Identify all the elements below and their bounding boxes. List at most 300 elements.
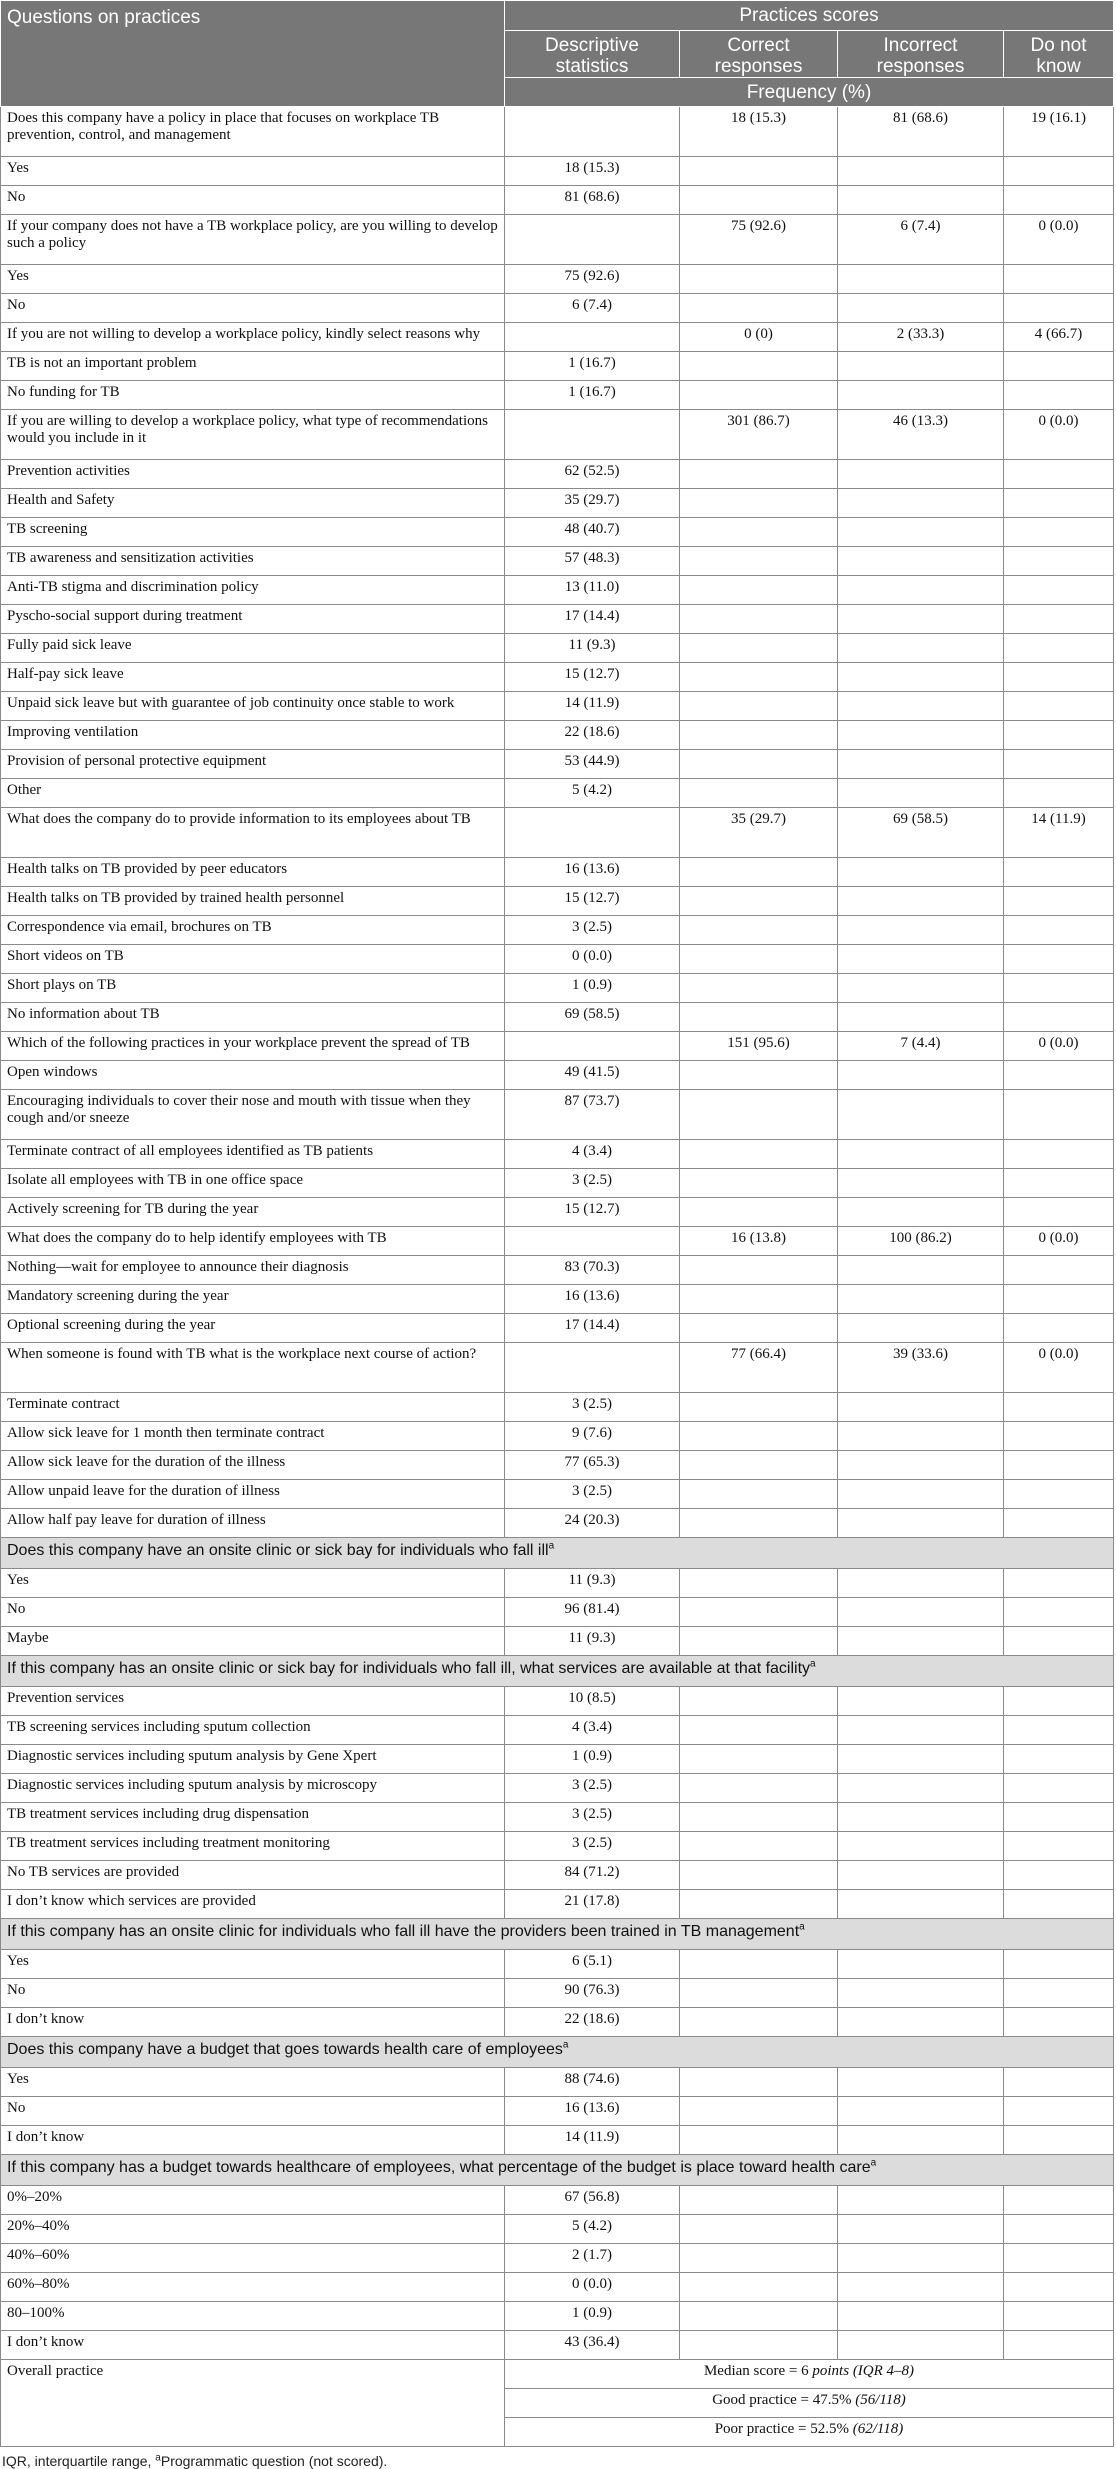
dont-know-value [1004,2273,1114,2302]
descriptive-value: 11 (9.3) [505,1569,680,1598]
descriptive-value: 14 (11.9) [505,2126,680,2155]
answer-row [1,518,1114,547]
descriptive-value: 48 (40.7) [505,518,680,547]
dont-know-value [1004,916,1114,945]
incorrect-responses-header: Incorrect responses [838,31,1004,78]
dont-know-value [1004,2331,1114,2360]
descriptive-value [505,323,680,352]
question-row [1,1227,1114,1256]
dont-know-value [1004,721,1114,750]
answer-label: I don’t know which services are provided [1,1890,505,1919]
dont-know-value: 4 (66.7) [1004,323,1114,352]
answer-label: I don’t know [1,2331,505,2360]
answer-row [1,1745,1114,1774]
incorrect-value [838,2302,1004,2331]
dont-know-value [1004,663,1114,692]
answer-label: Diagnostic services including sputum analysis by microscopy [1,1774,505,1803]
descriptive-value [505,1032,680,1061]
answer-row [1,750,1114,779]
incorrect-value [838,1061,1004,1090]
answer-row [1,576,1114,605]
answer-row [1,1950,1114,1979]
descriptive-value: 3 (2.5) [505,1774,680,1803]
programmatic-marker: a [810,1658,816,1670]
dont-know-value [1004,2215,1114,2244]
correct-value [680,974,838,1003]
answer-label: Terminate contract [1,1393,505,1422]
questions-column-header: Questions on practices [1,1,505,107]
answer-row [1,945,1114,974]
incorrect-value [838,1198,1004,1227]
poor-practice-detail: (62/118) [852,2421,904,2437]
incorrect-value [838,2186,1004,2215]
descriptive-value [505,215,680,265]
answer-row [1,381,1114,410]
section-question [1,1919,1114,1950]
dont-know-value [1004,1480,1114,1509]
programmatic-marker: a [562,2039,569,2051]
incorrect-value [838,576,1004,605]
incorrect-value [838,887,1004,916]
answer-row [1,1803,1114,1832]
median-score-text: Median score = 6 [703,2363,809,2379]
answer-row [1,1090,1114,1140]
descriptive-value: 1 (0.9) [505,974,680,1003]
answer-label: Allow half pay leave for duration of illness [1,1509,505,1538]
answer-row [1,1169,1114,1198]
answer-label: I don’t know [1,2008,505,2037]
answer-label: Yes [1,157,505,186]
dont-know-value [1004,1451,1114,1480]
answer-row [1,2097,1114,2126]
answer-label: No information about TB [1,1003,505,1032]
dont-know-value [1004,1140,1114,1169]
dont-know-value [1004,1314,1114,1343]
incorrect-value [838,1285,1004,1314]
answer-row [1,489,1114,518]
dont-know-value [1004,1003,1114,1032]
correct-value [680,2068,838,2097]
descriptive-value [505,107,680,157]
correct-value: 18 (15.3) [680,107,838,157]
descriptive-value: 0 (0.0) [505,2273,680,2302]
correct-value [680,1140,838,1169]
answer-label: No [1,186,505,215]
correct-value [680,887,838,916]
correct-value [680,489,838,518]
answer-row [1,2068,1114,2097]
correct-value [680,1716,838,1745]
incorrect-value [838,1861,1004,1890]
good-practice-detail: (56/118) [855,2392,906,2408]
correct-value [680,1061,838,1090]
dont-know-value [1004,352,1114,381]
descriptive-value: 14 (11.9) [505,692,680,721]
footnote-marker: a [155,2452,161,2464]
answer-label: Fully paid sick leave [1,634,505,663]
answer-row [1,1890,1114,1919]
incorrect-value [838,1422,1004,1451]
descriptive-value: 75 (92.6) [505,265,680,294]
descriptive-value: 17 (14.4) [505,605,680,634]
descriptive-value: 13 (11.0) [505,576,680,605]
answer-label: Pyscho-social support during treatment [1,605,505,634]
incorrect-value [838,186,1004,215]
correct-value [680,1890,838,1919]
answer-label: TB treatment services including treatment monitoring [1,1832,505,1861]
correct-value [680,294,838,323]
dont-know-value [1004,265,1114,294]
descriptive-value: 77 (65.3) [505,1451,680,1480]
section-question-text: If this company has an onsite clinic for individuals who fall ill have the providers been trained in TB management [7,1923,800,1940]
incorrect-value [838,381,1004,410]
answer-row [1,186,1114,215]
descriptive-value: 96 (81.4) [505,1598,680,1627]
descriptive-value: 15 (12.7) [505,1198,680,1227]
descriptive-value: 81 (68.6) [505,186,680,215]
incorrect-value [838,1716,1004,1745]
descriptive-value: 16 (13.6) [505,2097,680,2126]
programmatic-marker: a [799,1921,805,1933]
frequency-header: Frequency (%) [505,78,1114,107]
incorrect-value [838,1627,1004,1656]
answer-row [1,1198,1114,1227]
correct-value: 77 (66.4) [680,1343,838,1393]
descriptive-value: 84 (71.2) [505,1861,680,1890]
programmatic-marker: a [548,1540,555,1552]
answer-label: TB awareness and sensitization activities [1,547,505,576]
question-label: If your company does not have a TB workplace policy, are you willing to develop such a policy [1,215,505,265]
answer-label: Health and Safety [1,489,505,518]
do-not-know-header: Do not know [1004,31,1114,78]
correct-value [680,547,838,576]
correct-value [680,1774,838,1803]
answer-row [1,2273,1114,2302]
question-label: What does the company do to help identify employees with TB [1,1227,505,1256]
descriptive-value: 88 (74.6) [505,2068,680,2097]
descriptive-value: 67 (56.8) [505,2186,680,2215]
incorrect-value [838,2008,1004,2037]
answer-label: No [1,1598,505,1627]
correct-value [680,2244,838,2273]
answer-label: Correspondence via email, brochures on TB [1,916,505,945]
dont-know-value [1004,2008,1114,2037]
dont-know-value [1004,1598,1114,1627]
answer-label: Other [1,779,505,808]
incorrect-value: 81 (68.6) [838,107,1004,157]
answer-row [1,2126,1114,2155]
question-label: Which of the following practices in your workplace prevent the spread of TB [1,1032,505,1061]
incorrect-value [838,2097,1004,2126]
descriptive-value: 3 (2.5) [505,1393,680,1422]
correct-value [680,2097,838,2126]
answer-label: Nothing—wait for employee to announce their diagnosis [1,1256,505,1285]
correct-value [680,157,838,186]
answer-label: TB screening [1,518,505,547]
descriptive-statistics-header: Descriptive statistics [505,31,680,78]
dont-know-value [1004,186,1114,215]
table-footnote [0,2453,1116,2469]
correct-value [680,2302,838,2331]
dont-know-value [1004,381,1114,410]
question-label: When someone is found with TB what is the workplace next course of action? [1,1343,505,1393]
answer-label: TB treatment services including drug dispensation [1,1803,505,1832]
answer-label: No [1,294,505,323]
question-label: If you are willing to develop a workplace policy, what type of recommendations would you include in it [1,410,505,460]
incorrect-value [838,1509,1004,1538]
incorrect-value [838,352,1004,381]
answer-row [1,916,1114,945]
answer-row [1,1716,1114,1745]
dont-know-value [1004,605,1114,634]
descriptive-value: 1 (16.7) [505,352,680,381]
incorrect-value [838,2126,1004,2155]
section-header-row [1,2037,1114,2068]
poor-practice-text: Poor practice = 52.5% [714,2421,853,2437]
incorrect-value [838,547,1004,576]
answer-label: Prevention activities [1,460,505,489]
correct-value [680,1314,838,1343]
good-practice-text: Good practice = 47.5% [712,2392,856,2408]
dont-know-value [1004,1861,1114,1890]
correct-value [680,518,838,547]
correct-value [680,1256,838,1285]
incorrect-value [838,634,1004,663]
descriptive-value: 0 (0.0) [505,945,680,974]
incorrect-value [838,1745,1004,1774]
section-question [1,2155,1114,2186]
answer-row [1,1393,1114,1422]
descriptive-value: 4 (3.4) [505,1716,680,1745]
overall-row [1,2360,1114,2389]
answer-label: Terminate contract of all employees identified as TB patients [1,1140,505,1169]
answer-row [1,1569,1114,1598]
dont-know-value: 0 (0.0) [1004,410,1114,460]
incorrect-value [838,1832,1004,1861]
question-label: What does the company do to provide information to its employees about TB [1,808,505,858]
correct-value [680,460,838,489]
incorrect-value [838,1140,1004,1169]
dont-know-value [1004,945,1114,974]
overall-practice-label: Overall practice [1,2360,505,2447]
answer-label: I don’t know [1,2126,505,2155]
incorrect-value [838,1451,1004,1480]
answer-label: Maybe [1,1627,505,1656]
incorrect-value [838,1950,1004,1979]
table-body [1,107,1114,2447]
incorrect-value [838,1090,1004,1140]
dont-know-value [1004,692,1114,721]
answer-row [1,779,1114,808]
descriptive-value: 83 (70.3) [505,1256,680,1285]
footnote-text: IQR, interquartile range, [2,2453,156,2469]
incorrect-value [838,489,1004,518]
descriptive-value: 15 (12.7) [505,887,680,916]
correct-value [680,1803,838,1832]
descriptive-value: 1 (0.9) [505,2302,680,2331]
dont-know-value [1004,2302,1114,2331]
answer-row [1,460,1114,489]
dont-know-value: 19 (16.1) [1004,107,1114,157]
answer-label: No TB services are provided [1,1861,505,1890]
answer-label: TB is not an important problem [1,352,505,381]
dont-know-value [1004,2097,1114,2126]
descriptive-value: 49 (41.5) [505,1061,680,1090]
dont-know-value [1004,974,1114,1003]
incorrect-value [838,721,1004,750]
dont-know-value [1004,1061,1114,1090]
incorrect-value [838,2244,1004,2273]
correct-value [680,2186,838,2215]
answer-row [1,1480,1114,1509]
correct-value [680,2331,838,2360]
dont-know-value [1004,489,1114,518]
correct-value [680,916,838,945]
dont-know-value [1004,779,1114,808]
descriptive-value: 11 (9.3) [505,634,680,663]
answer-label: Yes [1,265,505,294]
descriptive-value: 22 (18.6) [505,721,680,750]
answer-row [1,1979,1114,2008]
answer-label: Provision of personal protective equipment [1,750,505,779]
section-question [1,1656,1114,1687]
descriptive-value: 87 (73.7) [505,1090,680,1140]
descriptive-value: 3 (2.5) [505,1480,680,1509]
descriptive-value [505,1227,680,1256]
descriptive-value: 1 (0.9) [505,1745,680,1774]
answer-row [1,265,1114,294]
good-practice [505,2389,1114,2418]
descriptive-value: 62 (52.5) [505,460,680,489]
incorrect-value [838,663,1004,692]
answer-row [1,1598,1114,1627]
answer-label: Short plays on TB [1,974,505,1003]
incorrect-value: 7 (4.4) [838,1032,1004,1061]
answer-label: Allow unpaid leave for the duration of illness [1,1480,505,1509]
dont-know-value [1004,294,1114,323]
answer-row [1,1140,1114,1169]
dont-know-value [1004,1687,1114,1716]
descriptive-value: 5 (4.2) [505,2215,680,2244]
dont-know-value [1004,634,1114,663]
descriptive-value: 53 (44.9) [505,750,680,779]
answer-label: 0%–20% [1,2186,505,2215]
section-question-text: If this company has an onsite clinic or sick bay for individuals who fall ill, what services are available at that facility [7,1660,811,1677]
dont-know-value: 0 (0.0) [1004,215,1114,265]
dont-know-value [1004,1090,1114,1140]
answer-label: Open windows [1,1061,505,1090]
descriptive-value: 24 (20.3) [505,1509,680,1538]
incorrect-value [838,692,1004,721]
dont-know-value [1004,750,1114,779]
median-score [505,2360,1114,2389]
answer-label: No funding for TB [1,381,505,410]
answer-label: Actively screening for TB during the year [1,1198,505,1227]
descriptive-value: 10 (8.5) [505,1687,680,1716]
answer-row [1,1285,1114,1314]
correct-value [680,1861,838,1890]
correct-value [680,1480,838,1509]
answer-label: Prevention services [1,1687,505,1716]
descriptive-value: 43 (36.4) [505,2331,680,2360]
answer-label: 60%–80% [1,2273,505,2302]
correct-value [680,576,838,605]
correct-value [680,1950,838,1979]
answer-label: TB screening services including sputum collection [1,1716,505,1745]
correct-value [680,750,838,779]
dont-know-value [1004,518,1114,547]
question-row [1,1032,1114,1061]
correct-value [680,186,838,215]
answer-row [1,1774,1114,1803]
incorrect-value [838,294,1004,323]
dont-know-value [1004,887,1114,916]
answer-label: Yes [1,1950,505,1979]
descriptive-value: 2 (1.7) [505,2244,680,2273]
descriptive-value: 4 (3.4) [505,1140,680,1169]
answer-row [1,887,1114,916]
incorrect-value [838,1393,1004,1422]
question-label: Does this company have a policy in place that focuses on workplace TB prevention, control, and management [1,107,505,157]
answer-row [1,634,1114,663]
incorrect-value [838,858,1004,887]
correct-value [680,352,838,381]
incorrect-value [838,157,1004,186]
incorrect-value [838,1314,1004,1343]
correct-value [680,1687,838,1716]
descriptive-value [505,1343,680,1393]
section-question [1,2037,1114,2068]
correct-value [680,605,838,634]
incorrect-value [838,779,1004,808]
question-label: If you are not willing to develop a workplace policy, kindly select reasons why [1,323,505,352]
incorrect-value [838,265,1004,294]
descriptive-value: 3 (2.5) [505,1169,680,1198]
descriptive-value: 3 (2.5) [505,1803,680,1832]
answer-row [1,157,1114,186]
incorrect-value [838,2068,1004,2097]
incorrect-value [838,1687,1004,1716]
correct-value [680,779,838,808]
descriptive-value: 3 (2.5) [505,916,680,945]
incorrect-value [838,1003,1004,1032]
answer-row [1,352,1114,381]
answer-label: Mandatory screening during the year [1,1285,505,1314]
correct-value [680,1422,838,1451]
correct-value [680,1169,838,1198]
answer-row [1,2186,1114,2215]
correct-value [680,1090,838,1140]
answer-row [1,974,1114,1003]
dont-know-value [1004,1509,1114,1538]
incorrect-value [838,1890,1004,1919]
correct-value [680,1832,838,1861]
dont-know-value: 0 (0.0) [1004,1343,1114,1393]
correct-responses-header: Correct responses [680,31,838,78]
answer-row [1,2244,1114,2273]
incorrect-value [838,2273,1004,2302]
answer-row [1,2302,1114,2331]
answer-label: 20%–40% [1,2215,505,2244]
descriptive-value: 57 (48.3) [505,547,680,576]
answer-row [1,605,1114,634]
answer-label: Anti-TB stigma and discrimination policy [1,576,505,605]
answer-label: No [1,1979,505,2008]
dont-know-value: 14 (11.9) [1004,808,1114,858]
descriptive-value: 69 (58.5) [505,1003,680,1032]
descriptive-value: 5 (4.2) [505,779,680,808]
dont-know-value [1004,1393,1114,1422]
